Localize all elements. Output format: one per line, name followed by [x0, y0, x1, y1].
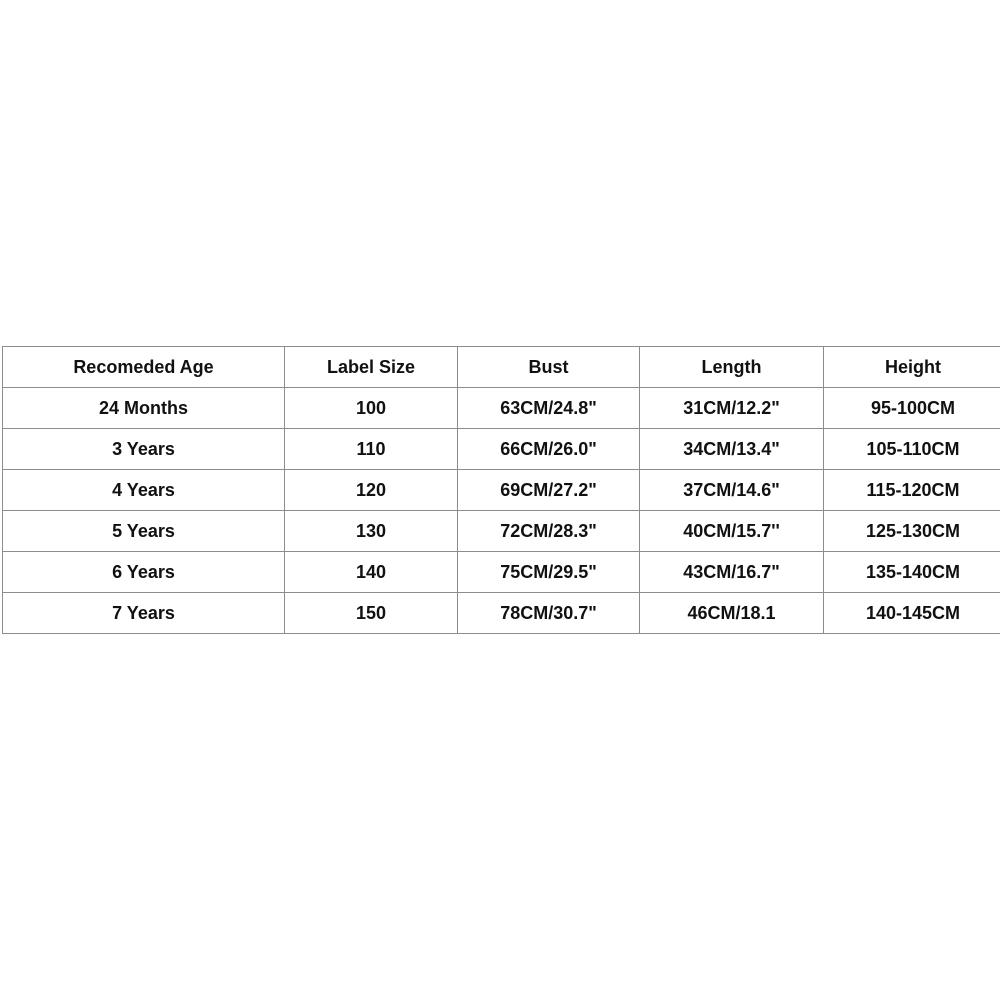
table-header: [3, 347, 1000, 388]
cell-bust: 75CM/29.5": [458, 552, 640, 593]
cell-bust: 69CM/27.2": [458, 470, 640, 511]
cell-bust: 66CM/26.0": [458, 429, 640, 470]
cell-height: 105-110CM: [824, 429, 1000, 470]
cell-age: 3 Years: [3, 429, 285, 470]
table-row: [3, 552, 1000, 593]
column-header-length: Length: [640, 347, 824, 388]
cell-length: 46CM/18.1: [640, 593, 824, 634]
table-row: [3, 511, 1000, 552]
cell-length: 37CM/14.6": [640, 470, 824, 511]
table-row: [3, 429, 1000, 470]
column-header-bust: Bust: [458, 347, 640, 388]
column-header-label-size: Label Size: [285, 347, 458, 388]
cell-age: 6 Years: [3, 552, 285, 593]
cell-label-size: 120: [285, 470, 458, 511]
cell-length: 34CM/13.4": [640, 429, 824, 470]
table-row: [3, 470, 1000, 511]
cell-bust: 78CM/30.7": [458, 593, 640, 634]
cell-height: 135-140CM: [824, 552, 1000, 593]
column-header-age: Recomeded Age: [3, 347, 285, 388]
cell-bust: 72CM/28.3": [458, 511, 640, 552]
cell-length: 43CM/16.7": [640, 552, 824, 593]
cell-label-size: 100: [285, 388, 458, 429]
cell-height: 95-100CM: [824, 388, 1000, 429]
table-body: [3, 388, 1000, 634]
cell-label-size: 150: [285, 593, 458, 634]
cell-label-size: 140: [285, 552, 458, 593]
cell-bust: 63CM/24.8": [458, 388, 640, 429]
cell-height: 125-130CM: [824, 511, 1000, 552]
cell-height: 140-145CM: [824, 593, 1000, 634]
cell-age: 5 Years: [3, 511, 285, 552]
table-row: [3, 593, 1000, 634]
cell-length: 31CM/12.2": [640, 388, 824, 429]
cell-age: 4 Years: [3, 470, 285, 511]
cell-age: 7 Years: [3, 593, 285, 634]
column-header-height: Height: [824, 347, 1000, 388]
cell-label-size: 130: [285, 511, 458, 552]
header-row: [3, 347, 1000, 388]
cell-age: 24 Months: [3, 388, 285, 429]
cell-label-size: 110: [285, 429, 458, 470]
table-row: [3, 388, 1000, 429]
size-chart-table: [2, 346, 1000, 634]
cell-height: 115-120CM: [824, 470, 1000, 511]
cell-length: 40CM/15.7'': [640, 511, 824, 552]
